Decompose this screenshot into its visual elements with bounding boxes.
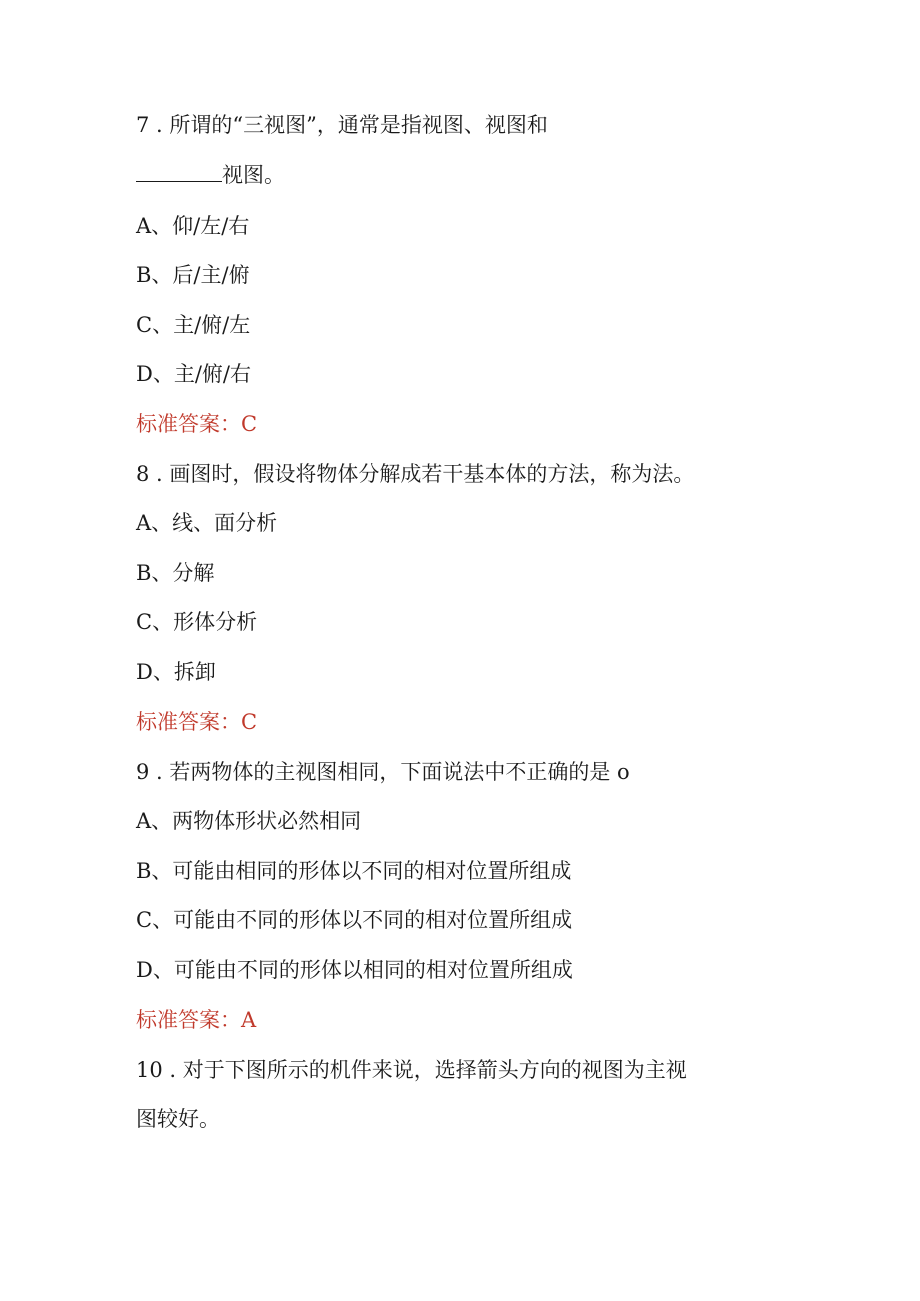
question-8-answer: 标准答案：C (136, 710, 258, 734)
fill-in-blank (136, 161, 222, 182)
question-7-stem: 7 . 所谓的“三视图”，通常是指视图、视图和 (136, 113, 548, 137)
question-10-stem-continued: 图较好。 (136, 1107, 220, 1131)
question-8-option-a: A、线、面分析 (136, 511, 278, 535)
question-9-stem: 9 . 若两物体的主视图相同，下面说法中不正确的是 o (136, 760, 630, 784)
question-9-option-b: B、可能由相同的形体以不同的相对位置所组成 (136, 859, 572, 883)
question-9-option-d: D、可能由不同的形体以相同的相对位置所组成 (136, 958, 573, 982)
question-7-answer: 标准答案：C (136, 412, 258, 436)
question-7-option-c: C、主/俯/左 (136, 313, 251, 337)
question-8-stem: 8 . 画图时，假设将物体分解成若干基本体的方法，称为法。 (136, 462, 695, 486)
question-9-option-a: A、两物体形状必然相同 (136, 809, 362, 833)
question-8-option-c: C、形体分析 (136, 610, 258, 634)
question-10-stem: 10 . 对于下图所示的机件来说，选择箭头方向的视图为主视 (136, 1058, 687, 1082)
question-7-option-d: D、主/俯/右 (136, 362, 251, 386)
question-7-stem-continued (136, 160, 285, 190)
question-9-answer: 标准答案：A (136, 1008, 257, 1032)
question-7-option-b: B、后/主/俯 (136, 263, 250, 287)
question-7-stem-suffix: 视图。 (222, 163, 285, 187)
question-7-option-a: A、仰/左/右 (136, 214, 250, 238)
question-8-option-d: D、拆卸 (136, 660, 216, 684)
question-8-option-b: B、分解 (136, 561, 215, 585)
question-9-option-c: C、可能由不同的形体以不同的相对位置所组成 (136, 908, 573, 932)
